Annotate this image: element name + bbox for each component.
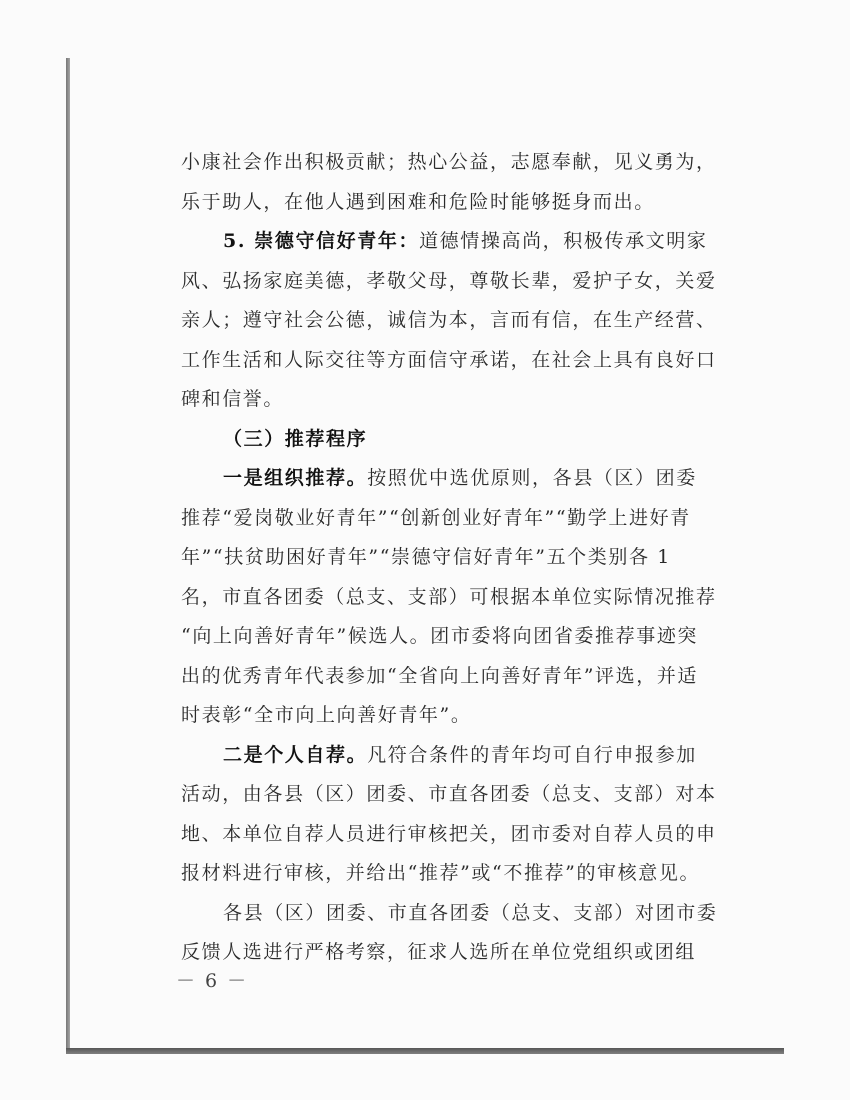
- line-text: 出的优秀青年代表参加“全省向上向善好青年”评选，并适: [181, 664, 699, 687]
- text-line: [181, 664, 701, 688]
- text-line: [181, 150, 717, 174]
- line-text: 道德情操高尚，积极传承文明家: [419, 230, 708, 252]
- text-line: [181, 545, 701, 569]
- text-line: [181, 822, 717, 846]
- text-line: [181, 387, 701, 411]
- document-body: [181, 150, 718, 980]
- scan-bottom-edge: [66, 1048, 784, 1054]
- paragraph-heading-line: [181, 466, 701, 490]
- text-line: [181, 190, 701, 214]
- line-text: 亲人；遵守社会公德，诚信为本，言而有信，在生产经营、: [181, 309, 717, 331]
- bold-lead: 5. 崇德守信好青年：: [223, 230, 420, 252]
- line-text: 乐于助人，在他人遇到困难和危险时能够挺身而出。: [181, 190, 655, 213]
- text-line: [181, 308, 717, 332]
- line-text: 名，市直各团委（总支、支部）可根据本单位实际情况推荐: [181, 585, 717, 608]
- page-number: － 6 －: [176, 970, 249, 992]
- line-text: 碑和信誉。: [181, 388, 285, 410]
- line-text: 小康社会作出积极贡献；热心公益，志愿奉献，见义勇为，: [181, 151, 717, 173]
- paragraph-heading-line: [181, 229, 708, 253]
- text-line: [181, 348, 717, 372]
- line-text: 反馈人选进行严格考察，征求人选所在单位党组织或团组: [181, 941, 697, 963]
- text-line: [181, 861, 701, 885]
- bold-lead: 二是个人自荐。: [223, 743, 368, 766]
- text-line: [181, 940, 701, 964]
- text-line: [181, 703, 701, 727]
- text-line: [181, 782, 717, 806]
- line-text: 推荐“爱岗敬业好青年”“创新创业好青年”“勤学上进好青: [181, 506, 691, 529]
- scan-left-edge: [66, 58, 70, 1048]
- line-text: 地、本单位自荐人员进行审核把关，团市委对自荐人员的申: [181, 822, 717, 845]
- line-text: 活动，由各县（区）团委、市直各团委（总支、支部）对本: [181, 783, 717, 805]
- paragraph-heading-line: [181, 743, 701, 767]
- section-title: （三）推荐程序: [223, 427, 368, 450]
- line-text: 凡符合条件的青年均可自行申报参加: [367, 743, 697, 766]
- text-line: [181, 901, 718, 925]
- line-text: 按照优中选优原则，各县（区）团委: [367, 467, 697, 489]
- text-line: [181, 585, 717, 609]
- text-line: [181, 269, 717, 293]
- section-heading: [181, 427, 701, 451]
- bold-lead: 一是组织推荐。: [223, 467, 368, 489]
- line-text: 年”“扶贫助困好青年”“崇德守信好青年”五个类别各 1: [181, 546, 671, 568]
- line-text: 工作生活和人际交往等方面信守承诺，在社会上具有良好口: [181, 348, 717, 371]
- line-text: 时表彰“全市向上向善好青年”。: [181, 704, 472, 726]
- line-text: “向上向善好青年”候选人。团市委将向团省委推荐事迹突: [181, 625, 699, 647]
- text-line: [181, 506, 701, 530]
- line-text: 风、弘扬家庭美德，孝敬父母，尊敬长辈，爱护子女，关爱: [181, 269, 717, 292]
- line-text: 报材料进行审核，并给出“推荐”或“不推荐”的审核意见。: [181, 862, 701, 884]
- text-line: [181, 624, 701, 648]
- line-text: 各县（区）团委、市直各团委（总支、支部）对团市委: [223, 901, 718, 924]
